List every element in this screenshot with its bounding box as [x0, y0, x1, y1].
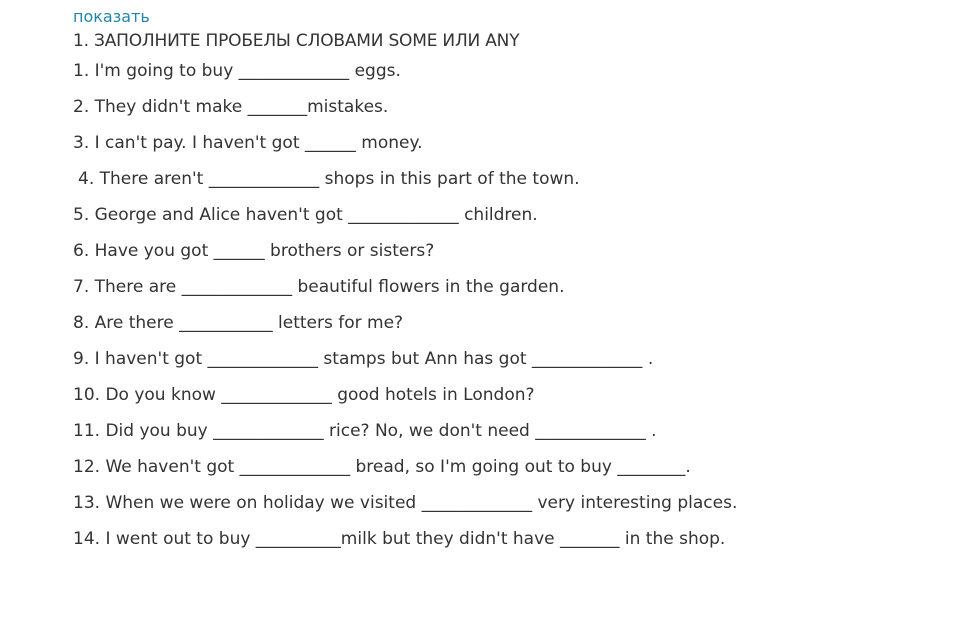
exercise-item: 1. I'm going to buy _____________ eggs. [73, 61, 401, 81]
exercise-item: 6. Have you got ______ brothers or sisters? [73, 241, 435, 261]
exercise-item: 5. George and Alice haven't got _____________ children. [73, 205, 538, 225]
exercise-item: 7. There are _____________ beautiful flowers in the garden. [73, 277, 565, 297]
exercise-item: 10. Do you know _____________ good hotels in London? [73, 385, 535, 405]
exercise-item: 4. There aren't _____________ shops in this part of the town. [78, 169, 580, 189]
exercise-item: 13. When we were on holiday we visited _____________ very interesting places. [73, 493, 738, 513]
exercise-content [73, 6, 953, 557]
exercise-item: 3. I can't pay. I haven't got ______ money. [73, 133, 423, 153]
exercise-item: 9. I haven't got _____________ stamps but Ann has got _____________ . [73, 349, 654, 369]
exercise-item: 12. We haven't got _____________ bread, so I'm going out to buy ________. [73, 457, 691, 477]
exercise-item: 14. I went out to buy __________milk but they didn't have _______ in the shop. [73, 529, 726, 549]
exercise-title: 1. ЗАПОЛНИТЕ ПРОБЕЛЫ СЛОВАМИ SOME ИЛИ ANY [73, 31, 520, 51]
show-link[interactable]: показать [73, 7, 150, 26]
exercise-item: 8. Are there ___________ letters for me? [73, 313, 404, 333]
exercise-item: 11. Did you buy _____________ rice? No, we don't need _____________ . [73, 421, 657, 441]
exercise-item: 2. They didn't make _______mistakes. [73, 97, 389, 117]
